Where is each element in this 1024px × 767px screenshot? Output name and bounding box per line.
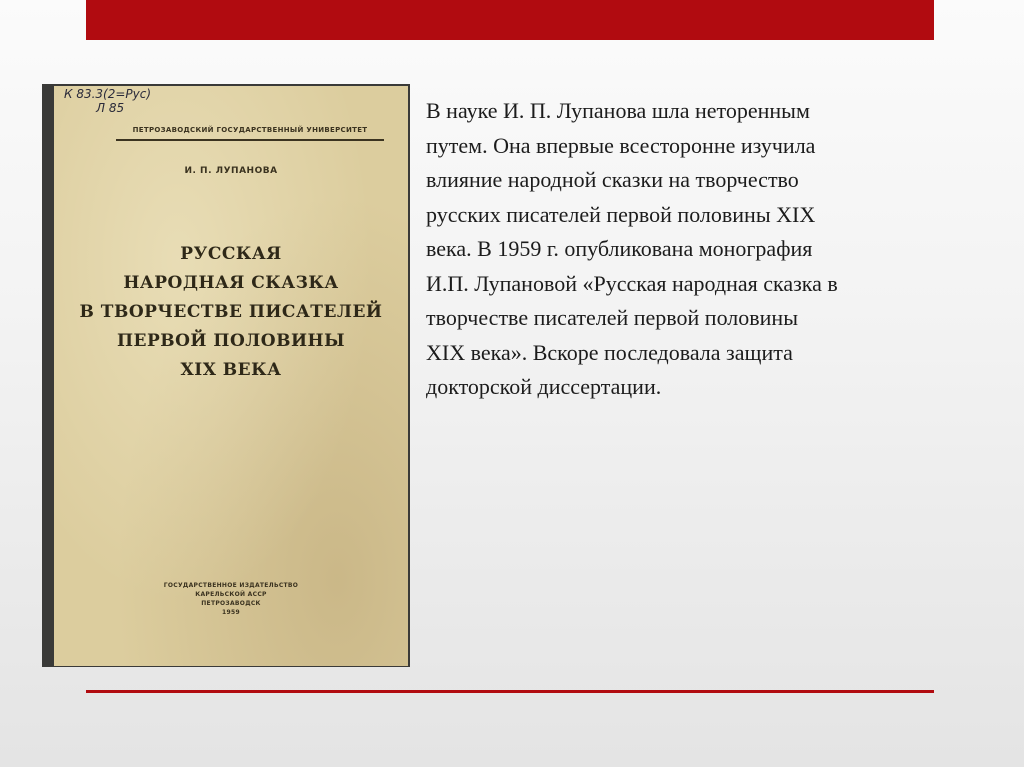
library-stamp (62, 88, 158, 118)
text-line: XIX века». Вскоре последовала защита (426, 339, 793, 365)
top-accent-bar (86, 0, 934, 40)
cover-publisher-line: ПЕТРОЗАВОДСК (201, 600, 261, 607)
book-cover (54, 86, 408, 666)
bottom-accent-line (86, 690, 934, 693)
cover-title-line: В ТВОРЧЕСТВЕ ПИСАТЕЛЕЙ (79, 302, 383, 322)
cover-title-line: РУССКАЯ (180, 244, 282, 264)
stamp-line-2: Л 85 (96, 101, 125, 115)
stamp-line-1: К 83.3(2=Рус) (64, 87, 152, 101)
cover-publisher-line: 1959 (222, 609, 240, 616)
cover-author: И. П. ЛУПАНОВА (184, 166, 278, 176)
text-line: русских писателей первой половины XIX (426, 201, 816, 227)
slide-text (426, 94, 971, 405)
book-cover-image (42, 84, 410, 667)
cover-divider (116, 139, 384, 141)
cover-publisher (54, 581, 408, 617)
text-line: И.П. Лупановой «Русская народная сказка в (426, 270, 838, 296)
text-line: В науке И. П. Лупанова шла неторенным (426, 98, 810, 123)
text-line: докторской диссертации. (426, 374, 662, 399)
text-line: путем. Она впервые всесторонне изучила (426, 132, 816, 158)
cover-title-line: XIX ВЕКА (180, 360, 282, 380)
text-line: века. В 1959 г. опубликована монография (426, 236, 813, 261)
cover-publisher-line: ГОСУДАРСТВЕННОЕ ИЗДАТЕЛЬСТВО (163, 582, 299, 589)
cover-title-line: НАРОДНАЯ СКАЗКА (123, 273, 339, 293)
cover-publisher-line: КАРЕЛЬСКОЙ АССР (195, 591, 267, 598)
cover-university: ПЕТРОЗАВОДСКИЙ ГОСУДАРСТВЕННЫЙ УНИВЕРСИТЕТ (132, 126, 368, 134)
text-line: влияние народной сказки на творчество (426, 167, 799, 192)
text-line: творчестве писателей первой половины (426, 305, 798, 330)
cover-title-line: ПЕРВОЙ ПОЛОВИНЫ (116, 331, 346, 351)
cover-title (54, 240, 408, 385)
